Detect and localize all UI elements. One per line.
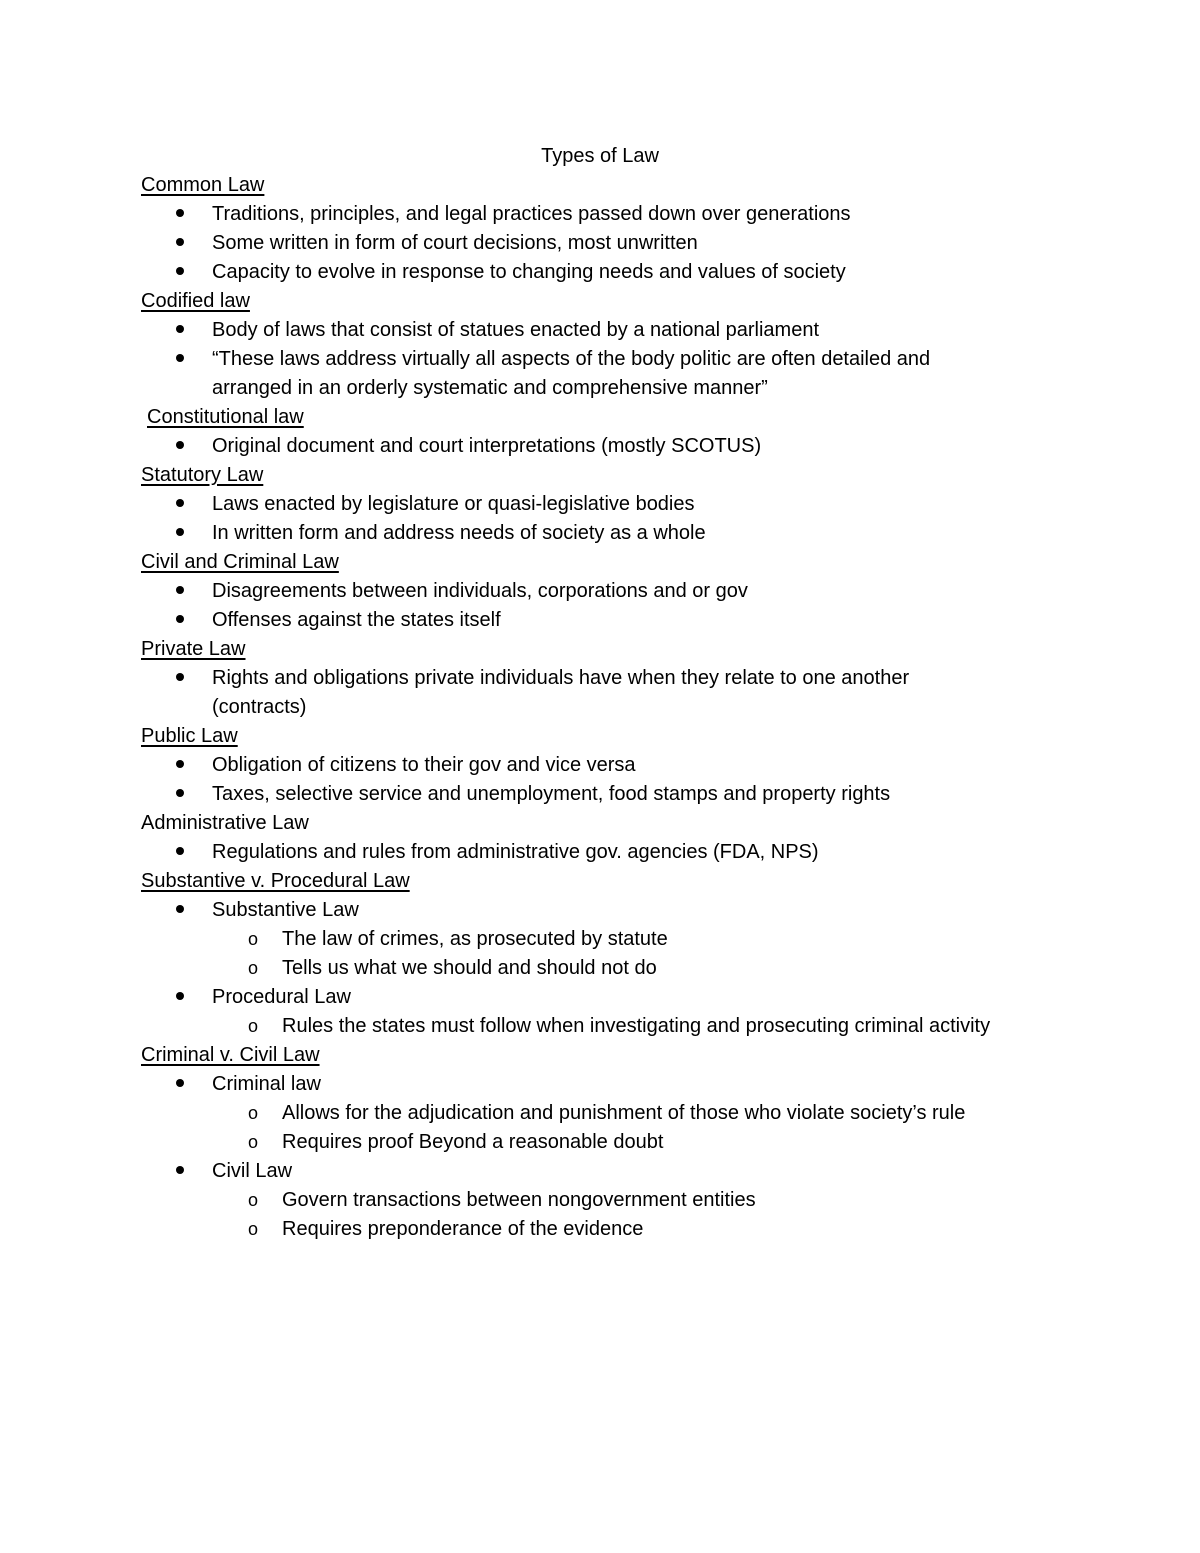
bullet-icon	[175, 1070, 185, 1099]
section-heading: Statutory Law	[141, 464, 264, 486]
hollow-bullet-icon: o	[248, 1103, 259, 1123]
hollow-bullet-icon: o	[248, 1190, 259, 1210]
bullet-item: Regulations and rules from administrative gov. agencies (FDA, NPS)	[141, 838, 1101, 867]
bullet-icon	[175, 229, 185, 258]
bullet-continuation: (contracts)	[212, 696, 307, 718]
hollow-bullet-icon: o	[248, 1132, 259, 1152]
bullet-icon	[175, 606, 185, 635]
bullet-item: Laws enacted by legislature or quasi-legislative bodies	[141, 490, 1101, 519]
sub-bullet-item: o The law of crimes, as prosecuted by statute	[141, 925, 1101, 954]
section-heading: Administrative Law	[141, 812, 309, 834]
hollow-bullet-icon: o	[248, 1016, 259, 1036]
hollow-bullet-icon: o	[248, 1219, 259, 1239]
sub-bullet-item: o Requires proof Beyond a reasonable doubt	[141, 1128, 1101, 1157]
section-heading: Substantive v. Procedural Law	[141, 870, 410, 892]
section-heading: Common Law	[141, 174, 265, 196]
bullet-item: “These laws address virtually all aspects of the body politic are often detailed and	[141, 345, 1101, 374]
bullet-item: Offenses against the states itself	[141, 606, 1101, 635]
bullet-icon	[175, 896, 185, 925]
sub-bullet-item: o Allows for the adjudication and punishment of those who violate society’s rule	[141, 1099, 1101, 1128]
bullet-icon	[175, 200, 185, 229]
sub-bullet-item: o Rules the states must follow when investigating and prosecuting criminal activity	[141, 1012, 1101, 1041]
bullet-icon	[175, 751, 185, 780]
bullet-icon	[175, 838, 185, 867]
bullet-icon	[175, 577, 185, 606]
section-heading: Criminal v. Civil Law	[141, 1044, 320, 1066]
sub-bullet-item: o Govern transactions between nongovernment entities	[141, 1186, 1101, 1215]
bullet-icon	[175, 780, 185, 809]
section-heading: Public Law	[141, 725, 238, 747]
bullet-item: Capacity to evolve in response to changing needs and values of society	[141, 258, 1101, 287]
bullet-item: In written form and address needs of society as a whole	[141, 519, 1101, 548]
bullet-icon	[175, 432, 185, 461]
bullet-item: Taxes, selective service and unemployment, food stamps and property rights	[141, 780, 1101, 809]
bullet-icon	[175, 490, 185, 519]
bullet-icon	[175, 519, 185, 548]
sub-bullet-item: o Requires preponderance of the evidence	[141, 1215, 1101, 1244]
bullet-item: Body of laws that consist of statues enacted by a national parliament	[141, 316, 1101, 345]
bullet-item: Procedural Law	[141, 983, 1101, 1012]
bullet-item: Traditions, principles, and legal practices passed down over generations	[141, 200, 1101, 229]
document-body	[141, 142, 1101, 1244]
section-heading: Constitutional law	[147, 406, 304, 428]
section-heading: Codified law	[141, 290, 250, 312]
section-heading: Private Law	[141, 638, 246, 660]
bullet-icon	[175, 664, 185, 693]
bullet-item: Criminal law	[141, 1070, 1101, 1099]
bullet-continuation: arranged in an orderly systematic and comprehensive manner”	[212, 377, 768, 399]
bullet-item: Obligation of citizens to their gov and vice versa	[141, 751, 1101, 780]
bullet-item: Some written in form of court decisions, most unwritten	[141, 229, 1101, 258]
bullet-icon	[175, 316, 185, 345]
bullet-icon	[175, 1157, 185, 1186]
section-heading: Civil and Criminal Law	[141, 551, 339, 573]
bullet-item: Substantive Law	[141, 896, 1101, 925]
bullet-item: Rights and obligations private individuals have when they relate to one another	[141, 664, 1101, 693]
hollow-bullet-icon: o	[248, 958, 259, 978]
bullet-item: Civil Law	[141, 1157, 1101, 1186]
bullet-icon	[175, 258, 185, 287]
bullet-icon	[175, 345, 185, 374]
bullet-icon	[175, 983, 185, 1012]
hollow-bullet-icon: o	[248, 929, 259, 949]
bullet-item: Original document and court interpretations (mostly SCOTUS)	[141, 432, 1101, 461]
bullet-item: Disagreements between individuals, corporations and or gov	[141, 577, 1101, 606]
sub-bullet-item: o Tells us what we should and should not do	[141, 954, 1101, 983]
page-title: Types of Law	[541, 145, 659, 167]
